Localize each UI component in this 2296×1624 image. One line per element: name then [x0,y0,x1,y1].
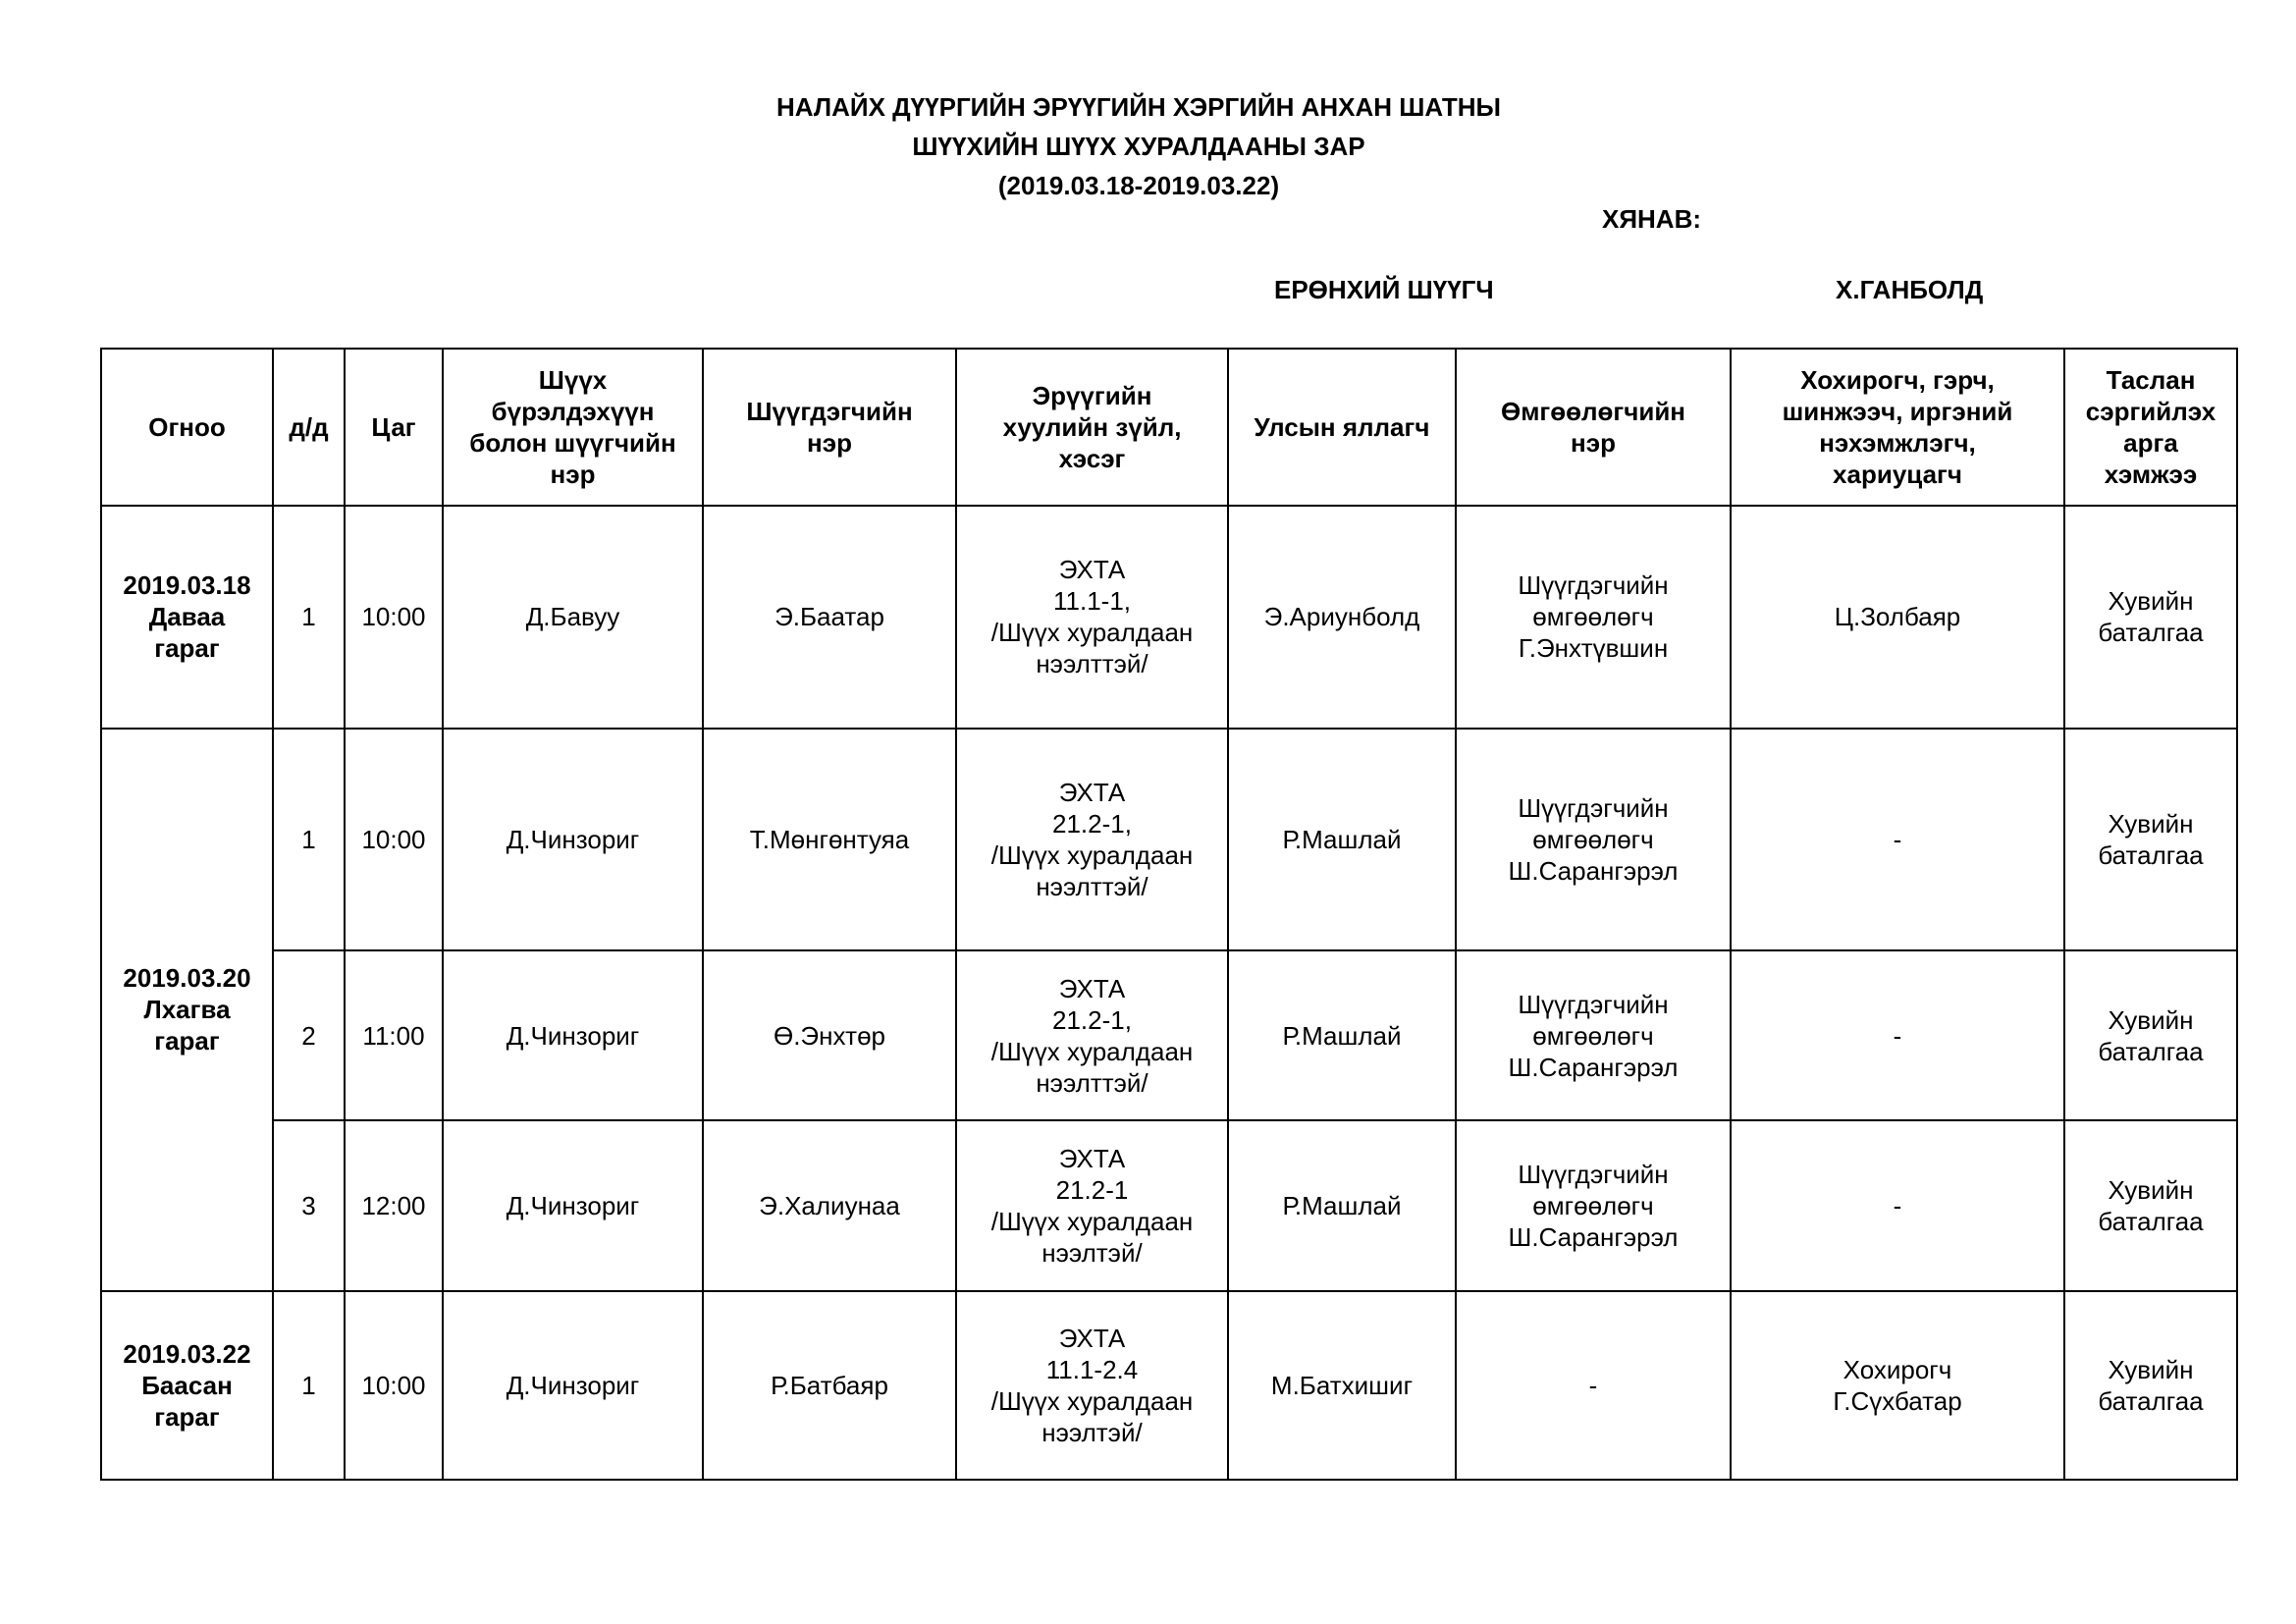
defendant-cell: Э.Баатар [703,506,956,728]
table-row [101,1120,2237,1290]
victim-cell: - [1731,729,2064,950]
prosecutor-cell: Р.Машлай [1228,1120,1456,1290]
chief-judge-name: Х.ГАНБОЛД [1836,275,1984,304]
lawyer-cell: - [1456,1291,1731,1480]
title-line-2: ШҮҮХИЙН ШҮҮХ ХУРАЛДААНЫ ЗАР [912,132,1365,161]
number-cell: 2 [273,950,345,1120]
prosecutor-cell: Р.Машлай [1228,729,1456,950]
defendant-cell: Т.Мөнгөнтуяа [703,729,956,950]
prosecutor-cell: Р.Машлай [1228,950,1456,1120]
article-cell: ЭХТА 21.2-1 /Шүүх хуралдаан нээлтэй/ [956,1120,1228,1290]
time-cell: 11:00 [345,950,443,1120]
defendant-cell: Р.Батбаяр [703,1291,956,1480]
title-date-range: (2019.03.18-2019.03.22) [997,171,1280,200]
lawyer-cell: Шүүгдэгчийн өмгөөлөгч Ш.Сарангэрэл [1456,950,1731,1120]
article-cell: ЭХТА 21.2-1, /Шүүх хуралдаан нээлттэй/ [956,950,1228,1120]
lawyer-cell: Шүүгдэгчийн өмгөөлөгч Г.Энхтүвшин [1456,506,1731,728]
article-cell: ЭХТА 21.2-1, /Шүүх хуралдаан нээлттэй/ [956,729,1228,950]
table-row [101,950,2237,1120]
hearing-schedule-table [100,348,2238,1481]
number-cell: 3 [273,1120,345,1290]
col-header-time: Цаг [345,349,443,506]
measure-cell: Хувийн баталгаа [2064,1291,2237,1480]
col-header-judge: Шүүх бүрэлдэхүүн болон шүүгчийн нэр [443,349,703,506]
col-header-victim: Хохирогч, гэрч, шинжээч, иргэний нэхэмжлэгч, хариуцагч [1731,349,2064,506]
col-header-lawyer: Өмгөөлөгчийн нэр [1456,349,1731,506]
approve-label: ХЯНАВ: [1602,204,1702,234]
col-header-defendant: Шүүгдэгчийн нэр [703,349,956,506]
victim-cell: - [1731,950,2064,1120]
judge-cell: Д.Чинзориг [443,1291,703,1480]
article-cell: ЭХТА 11.1-1, /Шүүх хуралдаан нээлттэй/ [956,506,1228,728]
measure-cell: Хувийн баталгаа [2064,950,2237,1120]
number-cell: 1 [273,506,345,728]
prosecutor-cell: Э.Ариунболд [1228,506,1456,728]
judge-cell: Д.Чинзориг [443,1120,703,1290]
date-cell: 2019.03.22 Баасан гараг [101,1291,273,1480]
defendant-cell: Ө.Энхтөр [703,950,956,1120]
time-cell: 10:00 [345,729,443,950]
col-header-prosecutor: Улсын яллагч [1228,349,1456,506]
table-row [101,506,2237,728]
date-cell: 2019.03.18 Даваа гараг [101,506,273,728]
lawyer-cell: Шүүгдэгчийн өмгөөлөгч Ш.Сарангэрэл [1456,1120,1731,1290]
defendant-cell: Э.Халиунаа [703,1120,956,1290]
time-cell: 10:00 [345,506,443,728]
date-cell: 2019.03.20 Лхагва гараг [101,729,273,1291]
prosecutor-cell: М.Батхишиг [1228,1291,1456,1480]
judge-cell: Д.Чинзориг [443,950,703,1120]
table-header-row [101,349,2237,506]
time-cell: 12:00 [345,1120,443,1290]
number-cell: 1 [273,1291,345,1480]
chief-judge-title: ЕРӨНХИЙ ШҮҮГЧ [1274,275,1494,304]
title-line-1: НАЛАЙХ ДҮҮРГИЙН ЭРҮҮГИЙН ХЭРГИЙН АНХАН ШАТНЫ [776,92,1501,122]
table-row [101,729,2237,950]
measure-cell: Хувийн баталгаа [2064,1120,2237,1290]
lawyer-cell: Шүүгдэгчийн өмгөөлөгч Ш.Сарангэрэл [1456,729,1731,950]
victim-cell: - [1731,1120,2064,1290]
number-cell: 1 [273,729,345,950]
table-row [101,1291,2237,1480]
col-header-article: Эрүүгийн хуулийн зүйл, хэсэг [956,349,1228,506]
time-cell: 10:00 [345,1291,443,1480]
measure-cell: Хувийн баталгаа [2064,506,2237,728]
article-cell: ЭХТА 11.1-2.4 /Шүүх хуралдаан нээлтэй/ [956,1291,1228,1480]
measure-cell: Хувийн баталгаа [2064,729,2237,950]
victim-cell: Хохирогч Г.Сүхбатар [1731,1291,2064,1480]
victim-cell: Ц.Золбаяр [1731,506,2064,728]
col-header-date: Огноо [101,349,273,506]
col-header-measure: Таслан сэргийлэх арга хэмжээ [2064,349,2237,506]
col-header-number: д/д [273,349,345,506]
judge-cell: Д.Чинзориг [443,729,703,950]
judge-cell: Д.Бавуу [443,506,703,728]
